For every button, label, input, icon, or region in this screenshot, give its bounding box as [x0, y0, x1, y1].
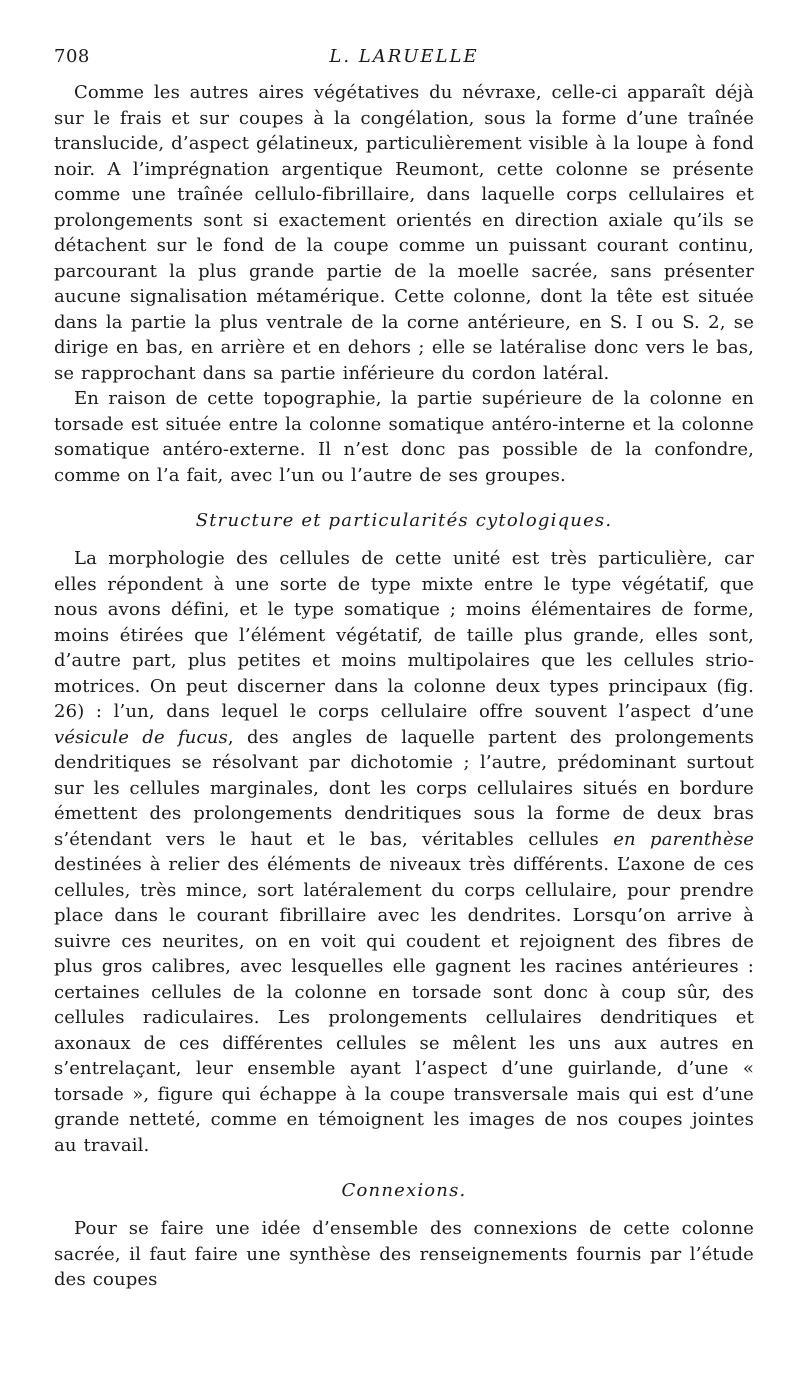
running-head-author: L. LARUELLE: [329, 46, 479, 67]
paragraph-morphologie-text-2: , des angles de laquelle partent des prolongements dendritiques se résolvant par dichotomie ; l’autre, prédominant surtout sur les cellules marginales, dont les corps cellulaires situés en bordure émettent des prolongements dendritiques sous la forme de deux bras s’étendant vers le haut et le bas, véritables cellules: [54, 726, 754, 850]
page-number: 708: [54, 46, 90, 67]
section-heading-structure: Structure et particularités cytologiques.: [195, 510, 613, 531]
paragraph-morphologie: [54, 546, 754, 1158]
paragraph-aires-vegetatives: Comme les autres aires végétatives du névraxe, celle-ci apparaît déjà sur le frais et sur coupes à la congélation, sous la forme d’une traînée translucide, d’aspect gélatineux, particulièrement visible à la loupe à fond noir. A l’imprégnation argentique Reumont, cette colonne se présente comme une traînée cellulo-fibrillaire, dans laquelle corps cellulaires et prolongements sont si exactement orientés en direction axiale qu’ils se détachent sur le fond de la coupe comme un puissant courant continu, parcourant la plus grande partie de la moelle sacrée, sans présenter aucune signalisation métamérique. Cette colonne, dont la tête est située dans la partie la plus ventrale de la corne antérieure, en S. I ou S. 2, se dirige en bas, en arrière et en dehors ; elle se latéralise donc vers le bas, se rapprochant dans sa partie inférieure du cordon latéral.: [54, 82, 754, 384]
term-vesicule-de-fucus: vésicule de fucus: [54, 726, 228, 748]
paragraph-morphologie-text-3: destinées à relier des éléments de niveaux très différents. L’axone de ces cellules, très mince, sort latéralement du corps cellulaire, pour prendre place dans le courant fibrillaire avec les dendrites. Lorsqu’on arrive à suivre ces neurites, on en voit qui coudent et rejoignent des fibres de plus gros calibres, avec lesquelles elle gagnent les racines antérieures : certaines cellules de la colonne en torsade sont donc à coup sûr, des cellules radiculaires. Les prolongements cellulaires dendritiques et axonaux de ces différentes cellules se mêlent les uns aux autres en s’entrelaçant, leur ensemble ayant l’aspect d’une guirlande, d’une « torsade », figure qui échappe à la coupe transversale mais qui est d’une grande netteté, comme en témoignent les images de nos coupes jointes au travail.: [54, 854, 754, 1156]
paragraph-topographie: En raison de cette topographie, la partie supérieure de la colonne en torsade est située entre la colonne somatique antéro-interne et la colonne somatique antéro-externe. Il n’est donc pas possible de la confondre, comme on l’a fait, avec l’un ou l’autre de ses groupes.: [54, 388, 754, 486]
paragraph-connexions: Pour se faire une idée d’ensemble des connexions de cette colonne sacrée, il faut faire une synthèse des renseignements fournis par l’étude des coupes: [54, 1218, 754, 1290]
page: [54, 46, 754, 1293]
term-en-parenthese: en parenthèse: [613, 828, 755, 850]
running-head: [54, 46, 754, 74]
section-heading-connexions: Connexions.: [341, 1180, 467, 1201]
paragraph-morphologie-text-1: La morphologie des cellules de cette unité est très particulière, car elles répondent à une sorte de type mixte entre le type végétatif, que nous avons défini, et le type somatique ; moins élémentaires de forme, moins étirées que l’élément végétatif, de taille plus grande, elles sont, d’autre part, plus petites et moins multipolaires que les cellules strio-motrices. On peut discerner dans la colonne deux types principaux (fig. 26) : l’un, dans lequel le corps cellulaire offre souvent l’aspect d’une: [54, 548, 754, 722]
